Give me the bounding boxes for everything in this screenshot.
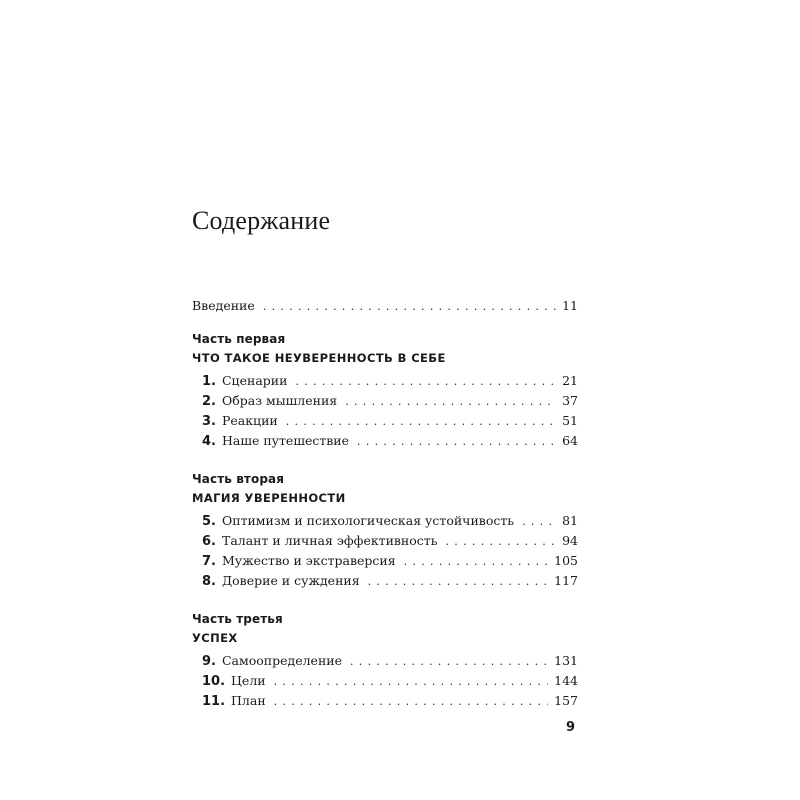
- chapter-page: 144: [554, 673, 578, 688]
- toc-entry-chapter[interactable]: [202, 511, 578, 531]
- chapter-number: 2.: [202, 394, 216, 409]
- toc-entry-chapter[interactable]: [202, 531, 578, 551]
- dot-leader: [522, 512, 556, 532]
- toc-entry-chapter[interactable]: [202, 671, 578, 691]
- chapter-number: 3.: [202, 414, 216, 429]
- chapter-label: Цели: [231, 673, 266, 688]
- chapter-page: 117: [554, 573, 578, 588]
- dot-leader: [286, 412, 556, 432]
- chapter-page: 105: [554, 553, 578, 568]
- chapter-number: 1.: [202, 374, 216, 389]
- chapter-label: Образ мышления: [221, 393, 338, 408]
- chapter-label: Самоопределение: [221, 653, 342, 668]
- chapter-number: 10.: [202, 674, 226, 689]
- chapter-page: 51: [562, 413, 578, 428]
- chapter-number: 5.: [202, 514, 216, 529]
- part-subtitle: МАГИЯ УВЕРЕННОСТИ: [192, 491, 346, 505]
- dot-leader: [274, 692, 548, 712]
- chapter-page: 94: [562, 533, 578, 548]
- chapter-number: 9.: [202, 654, 216, 669]
- chapter-label: Реакции: [221, 413, 278, 428]
- part-subtitle: УСПЕХ: [192, 631, 238, 645]
- chapter-label: Мужество и экстраверсия: [221, 553, 396, 568]
- chapter-label: Доверие и суждения: [221, 573, 360, 588]
- toc-entry-chapter[interactable]: [202, 431, 578, 451]
- toc-entry-label: Введение: [192, 298, 255, 313]
- chapter-label: Талант и личная эффективность: [221, 533, 438, 548]
- part-title: Часть третья: [192, 612, 283, 626]
- toc-entry-chapter[interactable]: [202, 651, 578, 671]
- toc-entry-intro[interactable]: [192, 296, 578, 316]
- chapter-label: План: [231, 693, 266, 708]
- dot-leader: [295, 372, 556, 392]
- page-number: 9: [566, 720, 576, 735]
- chapter-page: 81: [562, 513, 578, 528]
- dot-leader: [368, 572, 549, 592]
- toc-entry-chapter[interactable]: [202, 571, 578, 591]
- dot-leader: [350, 652, 548, 672]
- chapter-number: 4.: [202, 434, 216, 449]
- toc-entry-chapter[interactable]: [202, 411, 578, 431]
- chapter-number: 8.: [202, 574, 216, 589]
- toc-entry-chapter[interactable]: [202, 391, 578, 411]
- toc-entry-chapter[interactable]: [202, 371, 578, 391]
- chapter-page: 157: [554, 693, 578, 708]
- chapter-page: 21: [562, 373, 578, 388]
- toc-entry-chapter[interactable]: [202, 691, 578, 711]
- dot-leader: [357, 432, 556, 452]
- chapter-page: 64: [562, 433, 578, 448]
- dot-leader: [404, 552, 549, 572]
- chapter-label: Сценарии: [221, 373, 288, 388]
- part-title: Часть первая: [192, 332, 286, 346]
- part-subtitle: ЧТО ТАКОЕ НЕУВЕРЕННОСТЬ В СЕБЕ: [192, 351, 446, 365]
- chapter-label: Оптимизм и психологическая устойчивость: [221, 513, 515, 528]
- part-title: Часть вторая: [192, 472, 285, 486]
- chapter-page: 37: [562, 393, 578, 408]
- chapter-number: 7.: [202, 554, 216, 569]
- dot-leader: [446, 532, 557, 552]
- dot-leader: [263, 297, 556, 317]
- toc-entry-chapter[interactable]: [202, 551, 578, 571]
- chapter-page: 131: [554, 653, 578, 668]
- toc-entry-page: 11: [562, 298, 578, 313]
- dot-leader: [345, 392, 556, 412]
- chapter-number: 6.: [202, 534, 216, 549]
- dot-leader: [274, 672, 549, 692]
- chapter-label: Наше путешествие: [221, 433, 350, 448]
- page-title: Содержание: [192, 206, 331, 235]
- chapter-number: 11.: [202, 694, 226, 709]
